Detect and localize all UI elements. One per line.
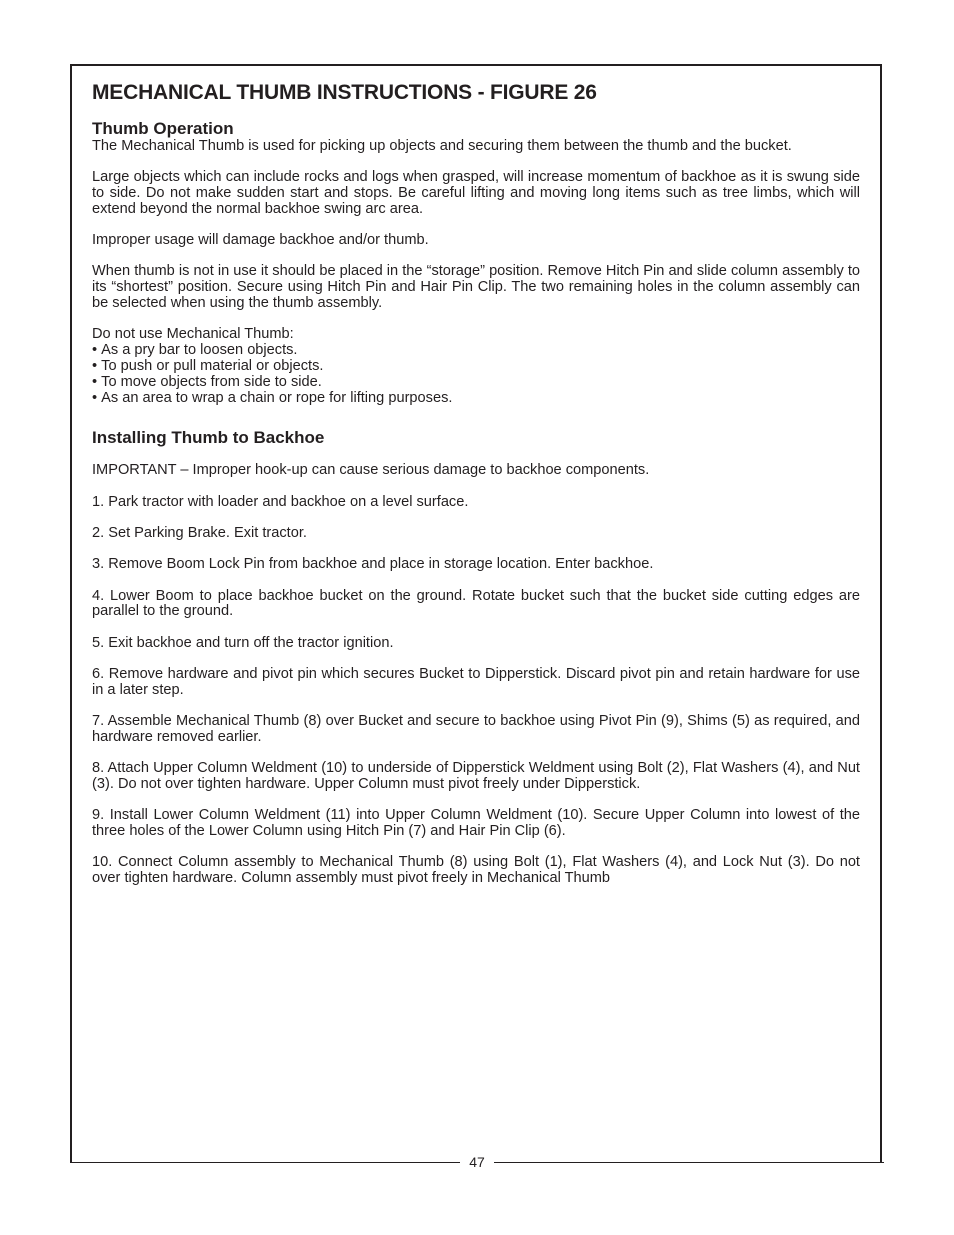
list-item: 2. Set Parking Brake. Exit tractor. (92, 524, 307, 541)
list-item: 10. Connect Column assembly to Mechanical Thumb (8) using Bolt (1), Flat Washers (4), and Lock Nut (3). Do not over tighten hardware. Column assembly must pivot freely in Mechanical Thumb (92, 854, 860, 887)
paragraph: Improper usage will damage backhoe and/or thumb. (92, 232, 429, 249)
list-item: 6. Remove hardware and pivot pin which secures Bucket to Dipperstick. Discard pivot pin and retain hardware for use in a later step. (92, 665, 860, 698)
list-item: • As a pry bar to loosen objects. (92, 343, 860, 359)
installation-steps (92, 495, 860, 887)
paragraph: The Mechanical Thumb is used for picking up objects and securing them between the thumb and the bucket. (92, 138, 792, 154)
list-item: 7. Assemble Mechanical Thumb (8) over Bucket and secure to backhoe using Pivot Pin (9), Shims (5) as required, and hardware removed earlier. (92, 713, 860, 745)
page-content (92, 80, 860, 887)
page-title: MECHANICAL THUMB INSTRUCTIONS - FIGURE 26 (92, 81, 597, 104)
list-item: • To move objects from side to side. (92, 375, 860, 391)
list-item: 9. Install Lower Column Weldment (11) into Upper Column Weldment (10). Secure Upper Column into lowest of the three holes of the Lower Column using Hitch Pin (7) and Hair Pin Clip (6). (92, 807, 860, 840)
paragraph: Large objects which can include rocks and logs when grasped, will increase momentum of backhoe as it is swung side to side. Do not make sudden start and stops. Be careful lifting and moving long items such as tree limbs, which will extend beyond the normal backhoe swing arc area. (92, 169, 860, 217)
page-number: 47 (469, 1154, 485, 1170)
footer-rule-right (494, 1162, 884, 1163)
footer-rule-left (70, 1162, 460, 1163)
paragraph: When thumb is not in use it should be placed in the “storage” position. Remove Hitch Pin and slide column assembly to its “shortest” position. Secure using Hitch Pin and Hair Pin Clip. The two remaining holes in the column assembly can be selected when using the thumb assembly. (92, 263, 860, 312)
list-item: 8. Attach Upper Column Weldment (10) to underside of Dipperstick Weldment using Bolt (2), Flat Washers (4), and Nut (3). Do not over tighten hardware. Upper Column must pivot freely under Dipperstick. (92, 760, 860, 792)
do-not-use-list (92, 343, 860, 406)
section-heading-thumb-operation: Thumb Operation (92, 119, 234, 138)
list-item: 5. Exit backhoe and turn off the tractor ignition. (92, 634, 394, 651)
list-item: 1. Park tractor with loader and backhoe on a level surface. (92, 493, 469, 510)
important-notice: IMPORTANT – Improper hook-up can cause serious damage to backhoe components. (92, 462, 650, 479)
list-item: 3. Remove Boom Lock Pin from backhoe and place in storage location. Enter backhoe. (92, 556, 654, 573)
section-heading-installing-thumb: Installing Thumb to Backhoe (92, 428, 325, 448)
list-item: 4. Lower Boom to place backhoe bucket on the ground. Rotate bucket such that the bucket side cutting edges are parallel to the ground. (92, 587, 860, 620)
do-not-use-intro: Do not use Mechanical Thumb: (92, 326, 294, 343)
list-item: • To push or pull material or objects. (92, 359, 860, 375)
list-item: • As an area to wrap a chain or rope for lifting purposes. (92, 391, 860, 407)
